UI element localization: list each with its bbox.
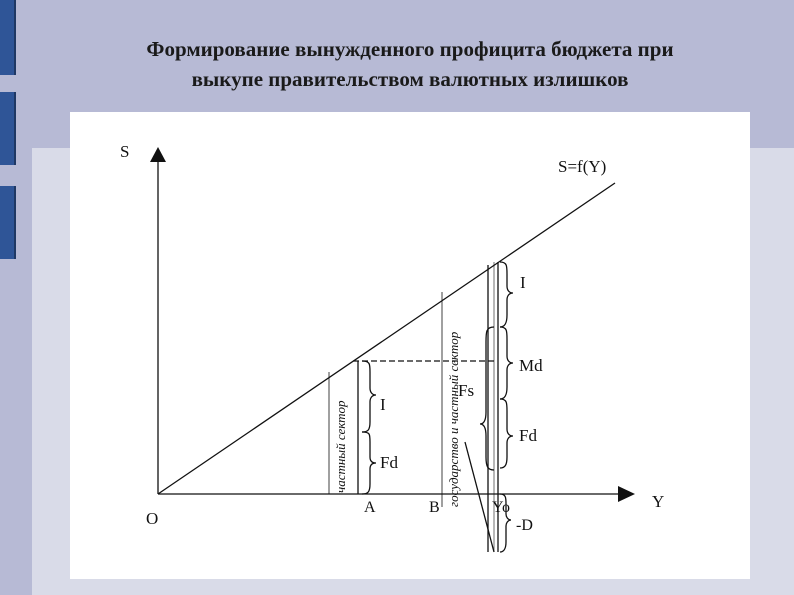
right-fd-label: Fd bbox=[519, 426, 537, 445]
brace-left-i bbox=[362, 361, 376, 432]
y-axis-label: Y bbox=[652, 492, 665, 511]
decor-tab bbox=[0, 186, 16, 259]
diagram bbox=[70, 112, 750, 579]
decor-tab bbox=[0, 0, 16, 75]
brace-fs bbox=[480, 327, 494, 470]
right-i-label: I bbox=[520, 273, 526, 292]
brace-right-fd bbox=[500, 399, 513, 468]
point-a-label: A bbox=[364, 499, 376, 516]
decor-tab bbox=[0, 92, 16, 165]
y-axis-arrowhead bbox=[618, 486, 635, 502]
vertical-private-sector-label: частный сектор bbox=[333, 400, 348, 493]
vertical-gov-private-label: государство и частный сектор bbox=[446, 331, 461, 507]
neg-d-diagonal bbox=[465, 442, 494, 552]
left-fd-label: Fd bbox=[380, 453, 398, 472]
left-i-label: I bbox=[380, 395, 386, 414]
neg-d-label: -D bbox=[516, 517, 533, 534]
slide-title bbox=[40, 34, 780, 94]
slide-title-line-2: выкупе правительством валютных излишков bbox=[191, 67, 629, 91]
point-b-label: B bbox=[429, 499, 440, 516]
s-axis-arrowhead bbox=[150, 147, 166, 162]
point-yo-label: Yo bbox=[492, 499, 510, 516]
curve-label: S=f(Y) bbox=[558, 157, 607, 176]
s-axis-label: S bbox=[120, 142, 130, 161]
savings-function-line bbox=[158, 183, 615, 494]
fs-label: Fs bbox=[458, 381, 475, 400]
right-md-label: Md bbox=[519, 356, 543, 375]
slide-title-line-1: Формирование вынужденного профицита бюджета при bbox=[146, 37, 674, 61]
brace-left-fd bbox=[362, 432, 376, 494]
brace-right-md bbox=[500, 327, 513, 399]
origin-label: O bbox=[146, 509, 159, 528]
brace-right-i bbox=[500, 262, 513, 327]
diagram-panel bbox=[70, 112, 750, 579]
